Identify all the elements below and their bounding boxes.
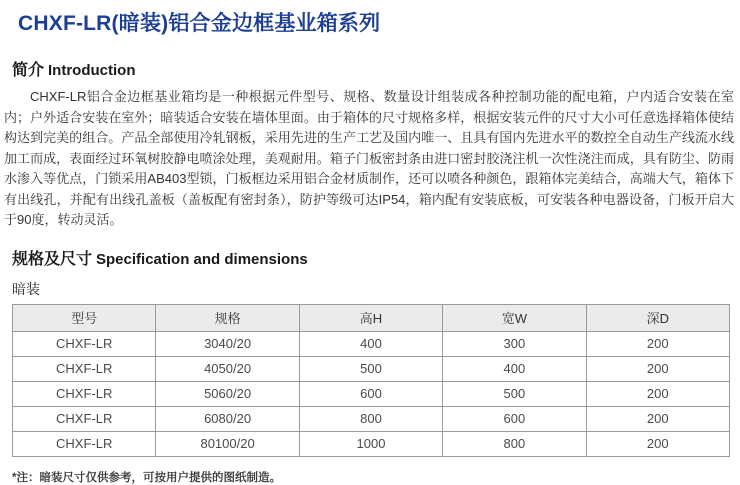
- table-cell-depth: 200: [586, 331, 729, 356]
- column-header-height: 高H: [299, 304, 442, 331]
- table-cell-model: CHXF-LR: [13, 381, 156, 406]
- table-cell-width: 800: [443, 431, 586, 456]
- table-row: [13, 381, 730, 406]
- intro-paragraph: CHXF-LR铝合金边框基业箱均是一种根据元件型号、规格、数量设计组装成各种控制功能的配电箱，户内适合安装在室内；户外适合安装在室外；暗装适合安装在墙体里面。由于箱体的尺寸规格多样，根据安装元件的尺寸大小可任意选择箱体使结构达到完美的组合。产品全部使用冷轧钢板，采用先进的生产工艺及国内唯一、且具有国内先进水平的数控全自动生产线流水线加工而成，表面经过环氧树胶静电喷涂处理，美观耐用。箱子门板密封条由进口密封胶浇注机一次性浇注而成，具有防尘、防雨水渗入等优点，门锁采用AB403型锁，门板框边采用铝合金材质制作，还可以喷各种颜色，跟箱体完美结合，高端大气，箱体下有出线孔，并配有出线孔盖板（盖板配有密封条），防护等级可达IP54，箱内配有安装底板，可安装各种电器设备，门板开启大于90度，转动灵活。: [4, 89, 734, 227]
- table-cell-height: 400: [299, 331, 442, 356]
- table-cell-spec: 4050/20: [156, 356, 299, 381]
- spec-section-heading: [12, 243, 740, 271]
- table-cell-model: CHXF-LR: [13, 431, 156, 456]
- intro-heading-zh: 简介: [12, 62, 45, 79]
- document-page: [0, 7, 740, 484]
- table-row: [13, 406, 730, 431]
- table-cell-height: 800: [299, 406, 442, 431]
- table-row: [13, 356, 730, 381]
- table-cell-width: 600: [443, 406, 586, 431]
- table-cell-spec: 6080/20: [156, 406, 299, 431]
- table-cell-model: CHXF-LR: [13, 356, 156, 381]
- table-cell-depth: 200: [586, 356, 729, 381]
- table-footnote: *注：暗装尺寸仅供参考，可按用户提供的图纸制造。: [12, 471, 281, 484]
- spec-heading-zh: 规格及尺寸: [12, 250, 93, 268]
- mounting-type-label: 暗装: [12, 280, 40, 297]
- table-header-row: [13, 304, 730, 331]
- table-cell-width: 400: [443, 356, 586, 381]
- table-cell-height: 1000: [299, 431, 442, 456]
- table-cell-height: 600: [299, 381, 442, 406]
- table-cell-model: CHXF-LR: [13, 406, 156, 431]
- table-cell-spec: 80100/20: [156, 431, 299, 456]
- intro-section-heading: [12, 54, 740, 82]
- table-cell-depth: 200: [586, 381, 729, 406]
- column-header-depth: 深D: [586, 304, 729, 331]
- table-cell-width: 300: [443, 331, 586, 356]
- intro-heading-en: Introduction: [48, 62, 136, 79]
- table-cell-depth: 200: [586, 431, 729, 456]
- table-cell-spec: 5060/20: [156, 381, 299, 406]
- page-title: CHXF-LR(暗装)铝合金边框基业箱系列: [18, 12, 381, 35]
- table-cell-height: 500: [299, 356, 442, 381]
- spec-heading-en: Specification and dimensions: [96, 250, 308, 268]
- table-row: [13, 331, 730, 356]
- column-header-width: 宽W: [443, 304, 586, 331]
- column-header-spec: 规格: [156, 304, 299, 331]
- table-cell-width: 500: [443, 381, 586, 406]
- column-header-model: 型号: [13, 304, 156, 331]
- table-row: [13, 431, 730, 456]
- spec-table: [12, 304, 730, 457]
- table-cell-model: CHXF-LR: [13, 331, 156, 356]
- table-cell-spec: 3040/20: [156, 331, 299, 356]
- table-cell-depth: 200: [586, 406, 729, 431]
